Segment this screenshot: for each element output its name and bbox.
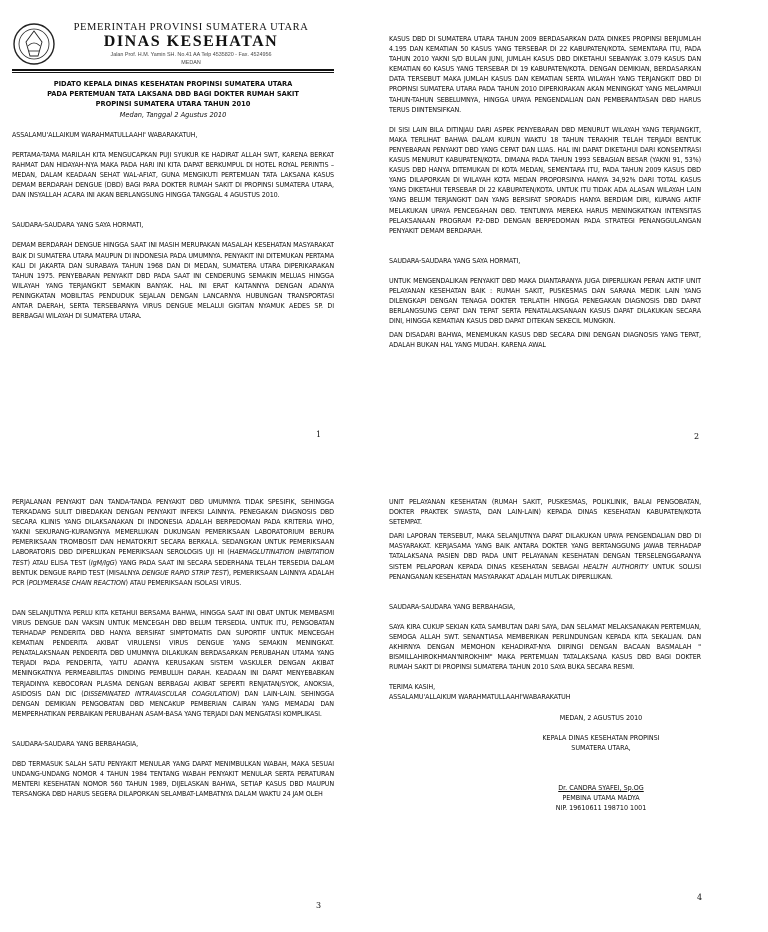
salutation: SAUDARA-SAUDARA YANG SAYA HORMATI, <box>389 255 521 265</box>
signer-name: Dr. CANDRA SYAFEI, Sp.OG <box>558 782 644 792</box>
paragraph: DAN SELANJUTNYA PERLU KITA KETAHUI BERSAMA BAHWA, HINGGA SAAT INI OBAT UNTUK MEMBASMI VIRUS DENGUE DAN VAKSIN UNTUK MENCEGAH DBD BELUM TERSEDIA. UNTUK ITU, PENGOBATAN TERHADAP PENDERITA DBD HANYA BERSIFAT SIMPTOMATIS DAN SUPORTIF UNTUK MENCEGAH KEMATIAN PENDERITA AKIBAT VIRULENSI VIRUS DENGUE YANG SEMAKIN MENINGKAT. PENATALAKSNAAN PENDERITA DBD UMUMNYA DILAKUKAN BERDASARKAN PERUBAHAN UTAMA YANG TERJADI PADA PENDERITA, YAITU ADANYA KERUSAKAN SISTEM VASKULER DENGAN AKIBAT MENINGKATNYA PERMEABILITAS DINDING PEMBULUH DARAH. KEADAAN INI DAPAT MENYEBABKAN TERJADINYA KEBOCORAN PLASMA DENGAN BERBAGAI AKIBAT SEPERTI RENJATAN/SYOK, ANOKSIA, ASIDOSIS DAN DIC (DISSEMINATED INTRAVASCULAR COAGULATION) DAN LAIN-LAIN. SEHINGGA DENGAN DEMIKIAN PENGOBATAN DBD MENCAKUP PEMBERIAN CAIRAN YANG MEMADAI DAN MEMPERHATIKAN PERBAIKAN PERUBAHAN ASAM-BASA YANG TERJADI DAN MENGATASI KOMPLIKASI. <box>12 607 334 718</box>
paragraph: DBD TERMASUK SALAH SATU PENYAKIT MENULAR YANG DAPAT MENIMBULKAN WABAH, MAKA SESUAI UNDANG-UNDANG NOMOR 4 TAHUN 1984 TENTANG WABAH PENYAKIT MENULAR SERTA PERATURAN MENTERI KESEHATAN NOMOR 560 TAHUN 1989, DIJELASKAN BAHWA, SETIAP KASUS DBD MAUPUN TERSANGKA DBD HARUS SEGERA DILAPORKAN SELAMBAT-LAMBATNYA DALAM WAKTU 24 JAM OLEH <box>12 758 334 799</box>
sign-place-date: MEDAN, 2 AGUSTUS 2010 <box>559 712 643 722</box>
doc-title-line-1: PIDATO KEPALA DINAS KESEHATAN PROPINSI SUMATERA UTARA <box>53 79 293 88</box>
sign-office-1: KEPALA DINAS KESEHATAN PROPINSI <box>542 732 660 742</box>
letterhead-city: MEDAN <box>181 60 201 66</box>
letterhead-address: Jalan Prof. H.M. Yamin SH. No.41 AA Telp 4535820 - Fax. 4524956 <box>110 52 272 58</box>
page-number: 1 <box>316 430 322 439</box>
letterhead-office: DINAS KESEHATAN <box>103 33 279 50</box>
paragraph: PERJALANAN PENYAKIT DAN TANDA-TANDA PENYAKIT DBD UMUMNYA TIDAK SPESIFIK, SEHINGGA TERKADANG SULIT DIBEDAKAN DENGAN PENYAKIT INFEKSI LAINNYA. PENEGAKAN DIAGNOSIS DBD SECARA KLINIS YANG DILAKSANAKAN DI INDONESIA ADALAH BERPEDOMAN PADA KRITERIA WHO, YAKNI SEKURANG-KURANGNYA MEMERLUKAN DUKUNGAN PEMERIKSAAN LABORATORIUM BERUPA PEMERIKSAAN TROMBOSIT DAN HEMATOKRIT SECARA BERKALA. SEDANGKAN UNTUK PEMERIKSAAN LABORATORIS DBD DIPERLUKAN PEMERIKSAAN SEROLOGIS UJI HI (HAEMAGLUTINATION IHIBITATION TEST) ATAU ELISA TEST (IgM/IgG) YANG PADA SAAT INI SECARA SEDERHANA TELAH TERSEDIA DALAM BENTUK DENGUE RAPID TEST (MISALNYA DENGUE RAPID STRIP TEST), PEMERIKSAAN LAINNYA ADALAH PCR (POLYMERASE CHAIN REACTION) ATAU PEMERIKSAAN ISOLASI VIRUS. <box>12 497 334 587</box>
paragraph: PERTAMA-TAMA MARILAH KITA MENGUCAPKAN PUJI SYUKUR KE HADIRAT ALLAH SWT, KARENA BERKAT RAHMAT DAN HIDAYAH-NYA MAKA PADA HARI INI KITA DAPAT BERKUMPUL DI HOTEL ROYAL PERINTIS – MEDAN, DALAM KEADAAN SEHAT WAL-AFIAT, GUNA MENGIKUTI PERTEMUAN TATA LAKSANA KASUS DEMAM BERDARAH DENGUE (DBD) BAGI PARA DOKTER RUMAH SAKIT DI PROPINSI SUMATERA UTARA, DAN INSYALLAH ACARA INI AKAN BERLANGSUNG HINGGA TANGGAL 4 AGUSTUS 2010. <box>12 149 334 200</box>
page-2 <box>389 34 701 429</box>
paragraph: KASUS DBD DI SUMATERA UTARA TAHUN 2009 BERDASARKAN DATA DINKES PROPINSI BERJUMLAH 4.195 DAN KEMATIAN 50 KASUS YANG TERSEBAR DI 22 KABUPATEN/KOTA. SEMENTARA ITU, PADA TAHUN 2010 YAKNI S/D BULAN JUNI, JUMLAH KASUS DBD DIKETAHUI SEBANYAK 3.079 KASUS DAN KEMATIAN 60 KASUS YANG TERSEBAR DI 19 KABUPATEN/KOTA. DENGAN DEMIKIAN, BERDASARKAN DATA TERSEBUT MAKA JUMLAH KASUS DAN KEMATIAN SERTA WILAYAH YANG TERJANGKIT DBD DI PROPINSI SUMATERA UTARA PADA TAHUN 2010 DIPERKIRAKAN AKAN MENINGKAT YANG MELAMPAUI TAHUN-TAHUN SEBELUMNYA, HINGGA UPAYA PENGENDALIAN DAN PEMBERANTASAN DBD HARUS TERUS DIINTENSIFKAN. <box>389 34 701 114</box>
province-seal-icon <box>12 22 56 66</box>
page-1 <box>12 22 334 452</box>
page-number: 2 <box>694 432 700 441</box>
paragraph: DI SISI LAIN BILA DITINJAU DARI ASPEK PENYEBARAN DBD MENURUT WILAYAH YANG TERJANGKIT, MAKA TERLIHAT BAHWA DALAM KURUN WAKTU 18 TAHUN TERAKHIR TELAH TERJADI BENTUK PENYEBARAN PENYAKIT DBD YANG CEPAT DAN LUAS. HAL INI DAPAT DIKETAHUI DARI KONSENTRASI KASUS MENURUT KABUPATEN/KOTA. DIMANA PADA TAHUN 1993 SEBAGIAN BESAR (YAKNI 91, 53%) KASUS DBD HANYA DITEMUKAN DI KOTA MEDAN, SEMENTARA ITU, PADA TAHUN 2009 KASUS DBD YANG DILAPORKAN DI WILAYAH KOTA MEDAN PROPORSINYA HANYA 34,92% DARI TOTAL KASUS YANG DIKETAHUI TERSEBAR DI 22 KABUPATEN/KOTA. UNTUK ITU TIDAK ADA ALASAN WILAYAH LAIN YANG BELUM TERJANGKIT DAN YANG BERSIFAT SPORADIS HANYA BERDIAM DIRI, KURANG AKTIF MELAKUKAN UPAYA PENCEGAHAN DBD. TENTUNYA MEREKA HARUS MENINGKATKAN INTENSITAS PELAKSANAAN PROGRAM P2-DBD DENGAN BERPEDOMAN PADA STRATEGI PENANGGULANGAN PENYAKIT DEMAM BERDARAH. <box>389 124 701 235</box>
doc-date: Medan, Tanggal 2 Agustus 2010 <box>119 109 227 119</box>
paragraph: SAYA KIRA CUKUP SEKIAN KATA SAMBUTAN DARI SAYA, DAN SELAMAT MELAKSANAKAN PERTEMUAN, SEMOGA ALLAH SWT. SENANTIASA MEMBERIKAN PERLINDUNGAN KEPADA KITA SEKALIAN. DAN AKHIRNYA DENGAN MEMOHON KEHADIRAT-NYA DIIRINGI DENGAN BACAAN BASMALAH " BISMILLAHIROKHMAN'NIROKHIM" MAKA PERTEMUAN TATALAKSANA KASUS DBD BAGI DOKTER RUMAH SAKIT DI PROPINSI SUMATERA TAHUN 2010 SAYA BUKA SECARA RESMI. <box>389 621 701 672</box>
letterhead-government: PEMERINTAH PROVINSI SUMATERA UTARA <box>73 22 309 33</box>
doc-title-line-3: PROPINSI SUMATERA UTARA TAHUN 2010 <box>95 99 251 109</box>
paragraph: UNTUK MENGENDALIKAN PENYAKIT DBD MAKA DIANTARANYA JUGA DIPERLUKAN PERAN AKTIF UNIT PELAYANAN KESEHATAN BAIK : RUMAH SAKIT, PUSKESMAS DAN SARANA MEDIK LAIN YANG DILENGKAPI DENGAN TENAGA DOKTER TERLATIH HINGGA PENEGAKAN DIAGNOSIS DBD DAPAT BERLANGSUNG CEPAT DAN TEPAT SERTA PENATALAKSANAAN KASUS DAPAT DILAKUKAN SECARA DINI, HINGGA KEMATIAN KASUS DBD DAPAT DITEKAN SEKECIL MUNGKIN. <box>389 275 701 326</box>
greeting: ASSALAMU'ALLAIKUM WARAHMATULLAAHI' WABARAKATUH, <box>12 129 198 139</box>
closing-greeting: ASSALAMU'ALLAIKUM WARAHMATULLAAHI'WABARAKATUH <box>389 692 571 702</box>
sign-office-2: SUMATERA UTARA, <box>571 742 631 752</box>
paragraph: UNIT PELAYANAN KESEHATAN (RUMAH SAKIT, PUSKESMAS, POLIKLINIK, BALAI PENGOBATAN, DOKTER PRAKTEK SWASTA, DAN LAIN-LAIN) KEPADA DINAS KESEHATAN KABUPATEN/KOTA SETEMPAT. <box>389 497 701 527</box>
closing-thanks: TERIMA KASIH, <box>389 682 436 692</box>
page-4 <box>389 497 701 889</box>
doc-title-line-2: PADA PERTEMUAN TATA LAKSANA DBD BAGI DOKTER RUMAH SAKIT <box>47 89 299 99</box>
signature-block <box>501 713 701 814</box>
salutation: SAUDARA-SAUDARA YANG BERBAHAGIA, <box>12 738 139 748</box>
paragraph: DAN DISADARI BAHWA, MENEMUKAN KASUS DBD SECARA DINI DENGAN DIAGNOSIS YANG TEPAT, ADALAH BUKAN HAL YANG MUDAH. KARENA AWAL <box>389 330 701 350</box>
letterhead <box>12 22 334 67</box>
page-number: 4 <box>697 893 703 902</box>
page-number: 3 <box>316 901 322 910</box>
paragraph: DEMAM BERDARAH DENGUE HINGGA SAAT INI MASIH MERUPAKAN MASALAH KESEHATAN MASYARAKAT BAIK DI SUMATERA UTARA MAUPUN DI INDONESIA PADA UMUMNYA. PENYAKIT INI DITEMUKAN PERTAMA KALI DI JAKARTA DAN SURABAYA TAHUN 1968 DAN DI MEDAN, SUMATERA UTARA DIPERIKARAKAN TAHUN 1975. PENYEBARAN PENYAKIT DBD PADA SAAT INI CENDERUNG SEMAKIN MELUAS HINGGA WILAYAH YANG TERJANGKIT SEMAKIN BANYAK. HAL INI ERAT KAITANNYA DENGAN ADANYA PENINGKATAN MOBILITAS PENDUDUK SEJALAN DENGAN LANCARNYA HUBUNGAN TRANSPORTASI ANTAR DAERAH, SERTA TERSEBARNYA VIRUS DENGUE MELALUI GIGITAN NYAMUK AEDES SP. DI BERBAGAI WILAYAH DI SUMATERA UTARA. <box>12 240 334 321</box>
signer-rank: PEMBINA UTAMA MADYA <box>562 792 640 802</box>
salutation: SAUDARA-SAUDARA YANG BERBAHAGIA, <box>389 601 516 611</box>
paragraph: DARI LAPORAN TERSEBUT, MAKA SELANJUTNYA DAPAT DILAKUKAN UPAYA PENGENDALIAN DBD DI MASYARAKAT. KERJASAMA YANG BAIK ANTARA DOKTER YANG BERTANGGUNG JAWAB TERHADAP TATALAKSANA PASIEN DBD PADA UNIT PELAYANAN KESEHATAN DENGAN TERSELENGGARANYA SISTEM PELAPORAN KEPADA DINAS KESEHATAN SEBAGAI HEALTH AUTHORITY UNTUK SOLUSI PENANGANAN KESEHATAN MASYARAKAT ADALAH MUTLAK DIPERLUKAN. <box>389 531 701 581</box>
page-3 <box>12 497 334 889</box>
salutation: SAUDARA-SAUDARA YANG SAYA HORMATI, <box>12 220 144 230</box>
signer-nip: NIP. 19610611 198710 1001 <box>555 802 647 812</box>
